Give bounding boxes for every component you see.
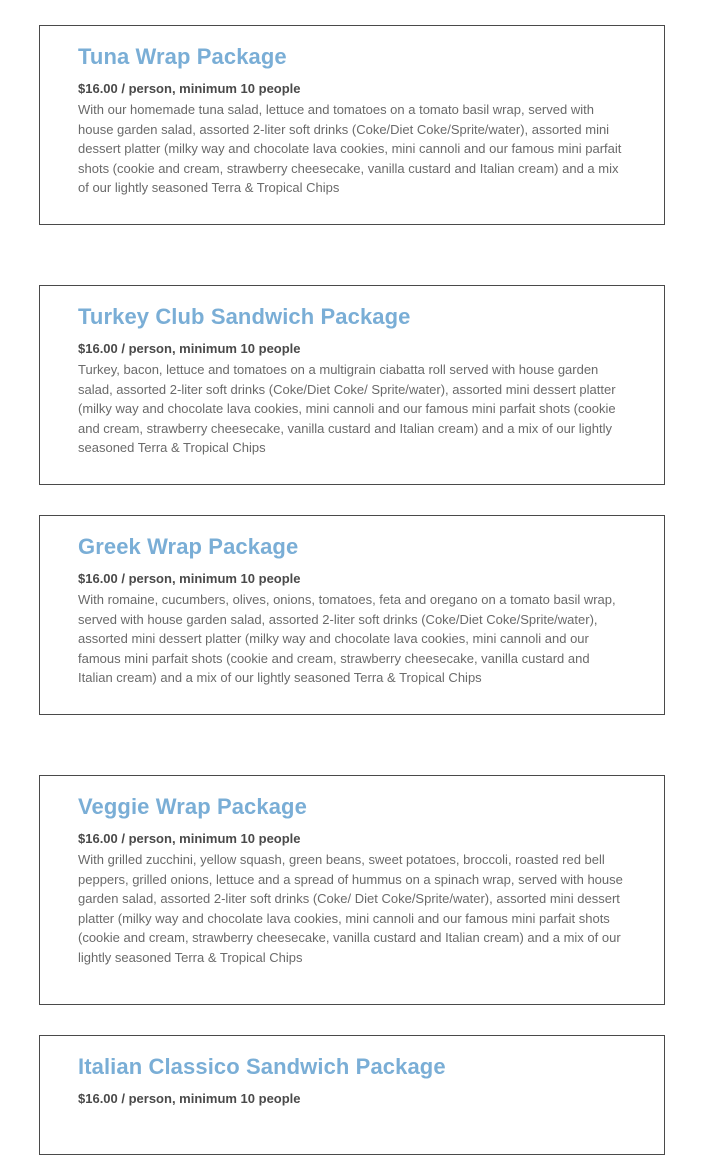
package-title: Italian Classico Sandwich Package bbox=[78, 1054, 446, 1079]
package-card-body bbox=[40, 776, 664, 967]
package-price: $16.00 / person, minimum 10 people bbox=[78, 341, 301, 356]
package-card-turkey-club bbox=[39, 285, 665, 485]
package-card-greek-wrap bbox=[39, 515, 665, 715]
package-description: With grilled zucchini, yellow squash, green beans, sweet potatoes, broccoli, roasted red bell peppers, grilled onions, lettuce and a spread of hummus on a spinach wrap, served with house garden salad, assorted 2-liter soft drinks (Coke/ Diet Coke/Sprite/water), assorted mini dessert platter (milky way and chocolate lava cookies, mini cannoli and our famous mini parfait shots (cookie and cream, strawberry cheesecake, vanilla custard and Italian cream) and a mix of our lightly seasoned Terra & Tropical Chips bbox=[78, 852, 623, 965]
package-description: With romaine, cucumbers, olives, onions, tomatoes, feta and oregano on a tomato basil wrap, served with house garden salad, assorted 2-liter soft drinks (Coke/Diet Coke/Sprite/water), assorted mini dessert platter (milky way and chocolate lava cookies, mini cannoli and our famous mini parfait shots (cookie and cream, strawberry cheesecake, vanilla custard and Italian cream) and a mix of our lightly seasoned Terra & Tropical Chips bbox=[78, 592, 616, 685]
package-title: Turkey Club Sandwich Package bbox=[78, 304, 411, 329]
package-card-body bbox=[40, 26, 664, 198]
package-card-veggie-wrap bbox=[39, 775, 665, 1005]
package-card-body bbox=[40, 516, 664, 688]
package-price: $16.00 / person, minimum 10 people bbox=[78, 1091, 301, 1106]
package-price: $16.00 / person, minimum 10 people bbox=[78, 831, 301, 846]
package-title: Greek Wrap Package bbox=[78, 534, 299, 559]
package-price: $16.00 / person, minimum 10 people bbox=[78, 571, 301, 586]
package-price: $16.00 / person, minimum 10 people bbox=[78, 81, 301, 96]
package-card-italian-classico bbox=[39, 1035, 665, 1155]
package-title: Tuna Wrap Package bbox=[78, 44, 287, 69]
package-card-tuna-wrap bbox=[39, 25, 665, 225]
package-card-body bbox=[40, 286, 664, 458]
package-description: With our homemade tuna salad, lettuce and tomatoes on a tomato basil wrap, served with house garden salad, assorted 2-liter soft drinks (Coke/Diet Coke/Sprite/water), assorted mini dessert platter (milky way and chocolate lava cookies, mini cannoli and our famous mini parfait shots (cookie and cream, strawberry cheesecake, vanilla custard and Italian cream) and a mix of our lightly seasoned Terra & Tropical Chips bbox=[78, 102, 622, 195]
package-title: Veggie Wrap Package bbox=[78, 794, 307, 819]
package-card-body bbox=[40, 1036, 664, 1108]
package-description: Turkey, bacon, lettuce and tomatoes on a multigrain ciabatta roll served with house garden salad, assorted 2-liter soft drinks (Coke/Diet Coke/ Sprite/water), assorted mini dessert platter (milky way and chocolate lava cookies, mini cannoli and our famous mini parfait shots (cookie and cream, strawberry cheesecake, vanilla custard and Italian cream) and a mix of our lightly seasoned Terra & Tropical Chips bbox=[78, 362, 616, 455]
